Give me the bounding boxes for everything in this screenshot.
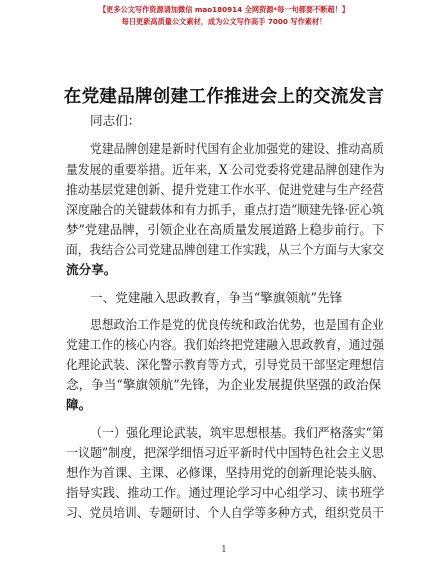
body-line-12: 化理论武装、深化警示教育等方式，引导党员干部坚定理想信 xyxy=(66,357,385,372)
body-line-18: 指导实践、推动工作。通过理论学习中心组学习、读书班学 xyxy=(66,485,385,500)
body-line-14: 障。 xyxy=(66,397,92,412)
body-line-4: 推动基层党建创新、提升党建工作水平、促进党建与生产经营 xyxy=(66,182,385,197)
resource-banner-line-1: 【更多公文写作资源请加微信 mao180914 全网资源*每一句都要不断超！】 xyxy=(98,5,350,14)
body-line-11: 党建工作的核心内容。我们始终把党建融入思政教育，通过强 xyxy=(66,337,385,352)
body-line-5: 深度融合的关键载体和有力抓手，重点打造“顺建先锋·匠心筑 xyxy=(66,202,384,217)
body-line-3: 量发展的重要举措。近年来，X 公司党委将党建品牌创建作为 xyxy=(66,162,385,177)
body-line-16: 一议题”制度，把深学细悟习近平新时代中国特色社会主义思 xyxy=(66,445,384,460)
body-line-8: 流分享。 xyxy=(66,262,117,277)
body-line-2: 党建品牌创建是新时代国有企业加强党的建设、推动高质 xyxy=(90,141,384,156)
document-title: 在党建品牌创建工作推进会上的交流发言 xyxy=(63,87,385,107)
body-line-17: 想作为首课、主课、必修课，坚持用党的创新理论装头脑、 xyxy=(66,465,385,480)
body-line-1: 同志们： xyxy=(90,113,141,128)
resource-banner-line-2: 每日更新高质量公文素材，成为公文写作高手 7000 写作素材！ xyxy=(121,17,327,26)
body-line-15: （一）强化理论武装，筑牢思想根基。我们严格落实“第 xyxy=(90,425,384,440)
body-line-19: 习、党员培训、专题研讨、个人自学等多种方式，组织党员干 xyxy=(66,505,385,520)
body-line-10: 思想政治工作是党的优良传统和政治优势，也是国有企业 xyxy=(90,317,384,332)
body-line-6: 梦”党建品牌，引领企业在高质量发展道路上稳步前行。下 xyxy=(66,222,385,237)
page-number: 1 xyxy=(221,545,227,555)
body-line-7: 面，我结合公司党建品牌创建工作实践，从三个方面与大家交 xyxy=(66,242,385,257)
body-line-13: 念，争当“擎旗领航”先锋，为企业发展提供坚强的政治保 xyxy=(66,377,382,392)
body-line-9: 一、党建融入思政教育，争当“擎旗领航”先锋 xyxy=(90,290,343,305)
